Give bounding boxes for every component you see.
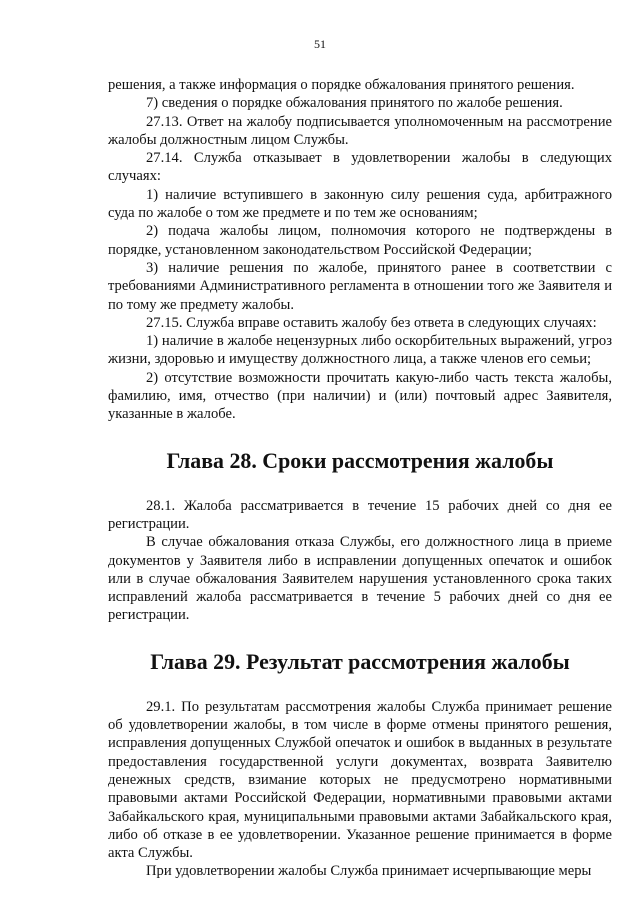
chapter-heading: Глава 29. Результат рассмотрения жалобы [150,648,570,674]
paragraph: В случае обжалования отказа Службы, его должностного лица в приеме документов у Заявителя либо в исправлении допущенных опечаток и ошибок или в случае обжалования Заявителем нарушения установленного срока таких исправлений жалоба рассматривается в течение 5 рабочих дней со дня ее регистрации. [108,534,612,624]
chapter-heading: Глава 28. Сроки рассмотрения жалобы [166,447,554,473]
paragraph: 27.13. Ответ на жалобу подписывается уполномоченным на рассмотрение жалобы должностным лицом Службы. [108,113,612,148]
list-item: 2) отсутствие возможности прочитать какую-либо часть текста жалобы, фамилию, имя, отчество (при наличии) и (или) почтовый адрес Заявителя, указанные в жалобе. [108,369,612,423]
page-number: 51 [314,37,326,51]
paragraph: решения, а также информация о порядке обжалования принятого решения. [108,77,575,93]
list-item: 3) наличие решения по жалобе, принятого ранее в соответствии с требованиями Административного регламента в отношении того же Заявителя и по тому же предмету жалобы. [108,259,612,313]
document-body [108,76,612,881]
list-item: 2) подача жалобы лицом, полномочия которого не подтверждены в порядке, установленном законодательством Российской Федерации; [108,223,612,258]
paragraph: 29.1. По результатам рассмотрения жалобы Служба принимает решение об удовлетворении жалобы, в том числе в форме отмены принятого решения, исправления допущенных Службой опечаток и ошибок в выданных в результате предоставления государственной услуги документах, возврата Заявителю денежных средств, взимание которых не предусмотрено нормативными правовыми актами Российской Федерации, нормативными правовыми актами Забайкальского края, муниципальными правовыми актами Забайкальского края, либо об отказе в ее удовлетворении. Указанное решение принимается в форме акта Службы. [108,698,612,862]
paragraph: 27.14. Служба отказывает в удовлетворении жалобы в следующих случаях: [108,150,612,185]
paragraph: При удовлетворении жалобы Служба принимает исчерпывающие меры [146,863,592,880]
paragraph: 27.15. Служба вправе оставить жалобу без ответа в следующих случаях: [146,314,597,331]
paragraph: 28.1. Жалоба рассматривается в течение 15 рабочих дней со дня ее регистрации. [108,497,612,532]
list-item: 1) наличие вступившего в законную силу решения суда, арбитражного суда по жалобе о том же предмете и по тем же основаниям; [108,186,612,222]
paragraph: 7) сведения о порядке обжалования принятого по жалобе решения. [146,95,563,112]
list-item: 1) наличие в жалобе нецензурных либо оскорбительных выражений, угроз жизни, здоровью и имуществу должностного лица, а также членов его семьи; [108,333,612,368]
